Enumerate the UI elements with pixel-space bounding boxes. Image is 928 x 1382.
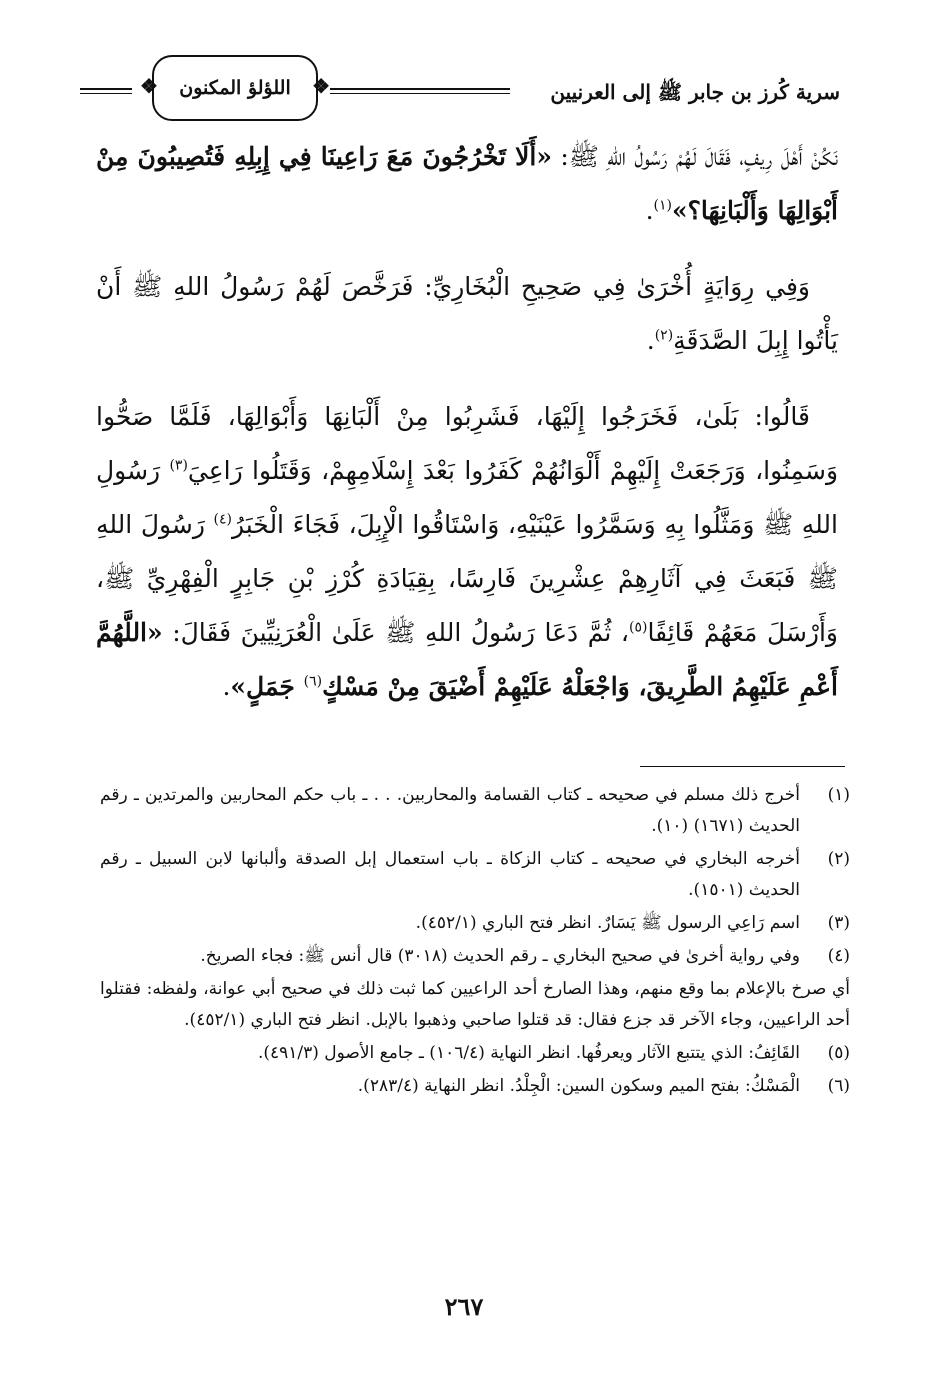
- footnote-number: (٣): [827, 913, 850, 933]
- footnote: [100, 908, 850, 939]
- running-head: سرية كُرز بن جابر ﷺ إلى العرنيين: [550, 80, 840, 104]
- paragraph: [96, 130, 838, 238]
- paragraph-text: نَكُنْ أَهْلَ رِيفٍ، فَقَالَ لَهُمْ رَسُولُ اللهِ ﷺ:: [551, 142, 838, 171]
- paragraph-text: وَفِي رِوَايَةٍ أُخْرَىٰ فِي صَحِيحِ الْبُخَارِيِّ: فَرَخَّصَ لَهُمْ رَسُولُ اللهِ ﷺ أَنْ يَأْتُوا إِبِلَ الصَّدَقَةِ: [96, 272, 838, 355]
- paragraph-end: .: [646, 326, 655, 355]
- footnote-continuation: أي صرخ بالإعلام بما وقع منهم، وهذا الصارخ أحد الراعيين كما ثبت ذلك في صحيح أبي عوانة، ولفظه: فقتلوا أحد الراعيين، وجاء الآخر قد جزع فقال: قد قتلوا صاحبي وذهبوا بالإبل. انظر فتح الباري (٤٥٢/١).: [100, 979, 850, 1030]
- footnote-number: (٥): [827, 1043, 850, 1063]
- footnote-text: القَائِفُ: الذي يتتبع الآثار ويعرفُها. انظر النهاية (١٠٦/٤) ـ جامع الأصول (٤٩١/٣).: [257, 1043, 800, 1063]
- footnote-ref: (٦): [303, 673, 323, 690]
- main-text: [96, 130, 838, 736]
- footnote-ref: (٤): [213, 511, 232, 528]
- footnote-text: وفي رواية أخرىٰ في صحيح البخاري ـ رقم الحديث (٣٠١٨) قال أنس ﷺ: فجاء الصريخ.: [200, 946, 800, 966]
- footnote-number: (٤): [827, 946, 850, 966]
- footnote-text: أخرج ذلك مسلم في صحيحه ـ كتاب القسامة والمحاربين. . . ـ باب حكم المحاربين والمرتدين ـ رقم الحديث (١٦٧١) (١٠).: [100, 785, 800, 836]
- footnote-number: (١): [827, 785, 850, 805]
- book-title: ❖ اللؤلؤ المكنون: [179, 77, 291, 99]
- footnote: [100, 1071, 850, 1102]
- footnote: [100, 844, 850, 906]
- footnote-text: اسم رَاعِي الرسول ﷺ يَسَارٌ. انظر فتح الباري (٤٥٢/١).: [415, 913, 800, 933]
- footnote-number: (٦): [827, 1076, 850, 1096]
- paragraph-end: .: [645, 196, 654, 225]
- header-rule: [330, 88, 510, 94]
- hadith-quote: جَمَلٍ»: [230, 672, 304, 701]
- footnote: [100, 780, 850, 842]
- page-number: ٢٦٧: [444, 1292, 484, 1321]
- paragraph-text: رَسُولَ اللهِ ﷺ فَبَعَثَ فِي آثَارِهِمْ عِشْرِينَ فَارِسًا، بِقِيَادَةِ كُرْزِ بْنِ جَابِرٍ الْفِهْرِيِّ ﷺ، وَأَرْسَلَ مَعَهُمْ قَائِفًا: [96, 510, 838, 647]
- header-rule: [80, 88, 132, 94]
- hadith-quote: «اللَّهُمَّ أَعْمِ عَلَيْهِمُ الطَّرِيقَ، وَاجْعَلْهُ عَلَيْهِمْ أَضْيَقَ مِنْ مَسْكٍ: [96, 618, 838, 701]
- footnote-ref: (١): [653, 197, 672, 214]
- footnote-number: (٢): [827, 849, 850, 869]
- page-header: [80, 50, 840, 130]
- hadith-quote: «أَلَا تَخْرُجُونَ مَعَ رَاعِينَا فِي إِبِلِهِ فَتُصِيبُونَ مِنْ أَبْوَالِهَا وَأَلْبَانِهَا؟»: [96, 142, 838, 225]
- footnote-ref: (٥): [629, 619, 648, 636]
- paragraph-end: .: [222, 672, 231, 701]
- footnote-text: الْمَسْكُ: بفتح الميم وسكون السين: الْجِلْدُ. انظر النهاية (٢٨٣/٤).: [357, 1076, 800, 1096]
- footnotes: [100, 780, 850, 1104]
- paragraph: [96, 260, 838, 368]
- footnote: [100, 1038, 850, 1069]
- paragraph-text: رَسُولِ اللهِ ﷺ وَمَثَّلُوا بِهِ وَسَمَّرُوا عَيْنَيْهِ، وَاسْتَاقُوا الْإِبِلَ، فَجَاءَ الْخَبَرُ: [96, 456, 838, 539]
- book-title-ornament: [152, 55, 318, 121]
- footnote-ref: (٣): [169, 457, 188, 474]
- paragraph: [96, 390, 838, 714]
- paragraph-text: ، ثُمَّ دَعَا رَسُولُ اللهِ ﷺ عَلَىٰ الْعُرَنِيِّينَ فَقَالَ:: [162, 618, 629, 647]
- footnote-separator: [640, 766, 845, 767]
- footnote: [100, 941, 850, 972]
- paragraph-text: قَالُوا: بَلَىٰ، فَخَرَجُوا إِلَيْهَا، فَشَرِبُوا مِنْ أَلْبَانِهَا وَأَبْوَالِهَا، فَلَمَّا صَحُّوا وَسَمِنُوا، وَرَجَعَتْ إِلَيْهِمْ أَلْوَانُهُمْ كَفَرُوا بَعْدَ إِسْلَامِهِمْ، وَقَتَلُوا رَاعِيَ: [96, 402, 839, 485]
- footnote-ref: (٢): [654, 327, 674, 344]
- footnote-text: أخرجه البخاري في صحيحه ـ كتاب الزكاة ـ باب استعمال إبل الصدقة وألبانها لابن السبيل ـ رقم الحديث (١٥٠١).: [100, 849, 800, 900]
